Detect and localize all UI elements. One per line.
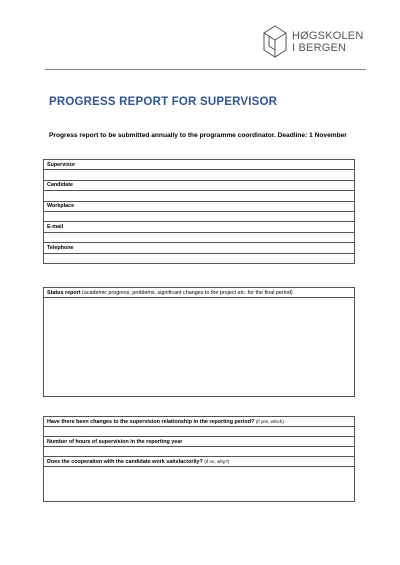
supervision-changes-note: (if yes, which) <box>255 418 284 424</box>
supervision-changes-label: Have there been changes to the supervision relationship in the reporting period? <box>47 418 255 425</box>
supervision-questions-table <box>43 416 355 502</box>
college-name-line2: I BERGEN <box>292 42 347 54</box>
email-label: E-mail <box>44 222 355 232</box>
status-report-table <box>43 287 355 397</box>
supervisor-field[interactable] <box>44 170 355 180</box>
college-logo <box>262 24 370 62</box>
cooperation-label: Does the cooperation with the candidate work satisfactorily? <box>47 458 203 465</box>
college-name <box>292 30 364 54</box>
telephone-label: Telephone <box>44 243 355 253</box>
header-divider <box>45 69 366 70</box>
workplace-label: Workplace <box>44 201 355 211</box>
page-title: PROGRESS REPORT FOR SUPERVISOR <box>49 96 278 108</box>
status-report-field[interactable] <box>44 298 355 397</box>
intro-text: Progress report to be submitted annually to the programme coordinator. Deadline: 1 November <box>49 132 347 139</box>
workplace-field[interactable] <box>44 211 355 221</box>
cube-logo-icon <box>262 24 288 62</box>
supervision-hours-label: Number of hours of supervision in the reporting year <box>44 437 355 447</box>
status-report-label: Status report <box>47 289 81 296</box>
contact-table <box>43 159 355 264</box>
status-report-note: (academic progress, problems, significant changes to the project etc. for the final period) <box>80 289 293 296</box>
status-report-header <box>44 288 355 298</box>
supervisor-label: Supervisor <box>44 160 355 170</box>
candidate-field[interactable] <box>44 191 355 201</box>
email-field[interactable] <box>44 232 355 242</box>
supervision-changes-header <box>44 417 355 427</box>
supervision-changes-field[interactable] <box>44 427 355 437</box>
college-name-line1: HØGSKOLEN <box>292 30 364 42</box>
cooperation-note: (if no, why?) <box>204 458 230 464</box>
supervision-hours-field[interactable] <box>44 447 355 457</box>
cooperation-header <box>44 457 355 467</box>
telephone-field[interactable] <box>44 253 355 263</box>
cooperation-field[interactable] <box>44 467 355 502</box>
candidate-label: Candidate <box>44 180 355 190</box>
